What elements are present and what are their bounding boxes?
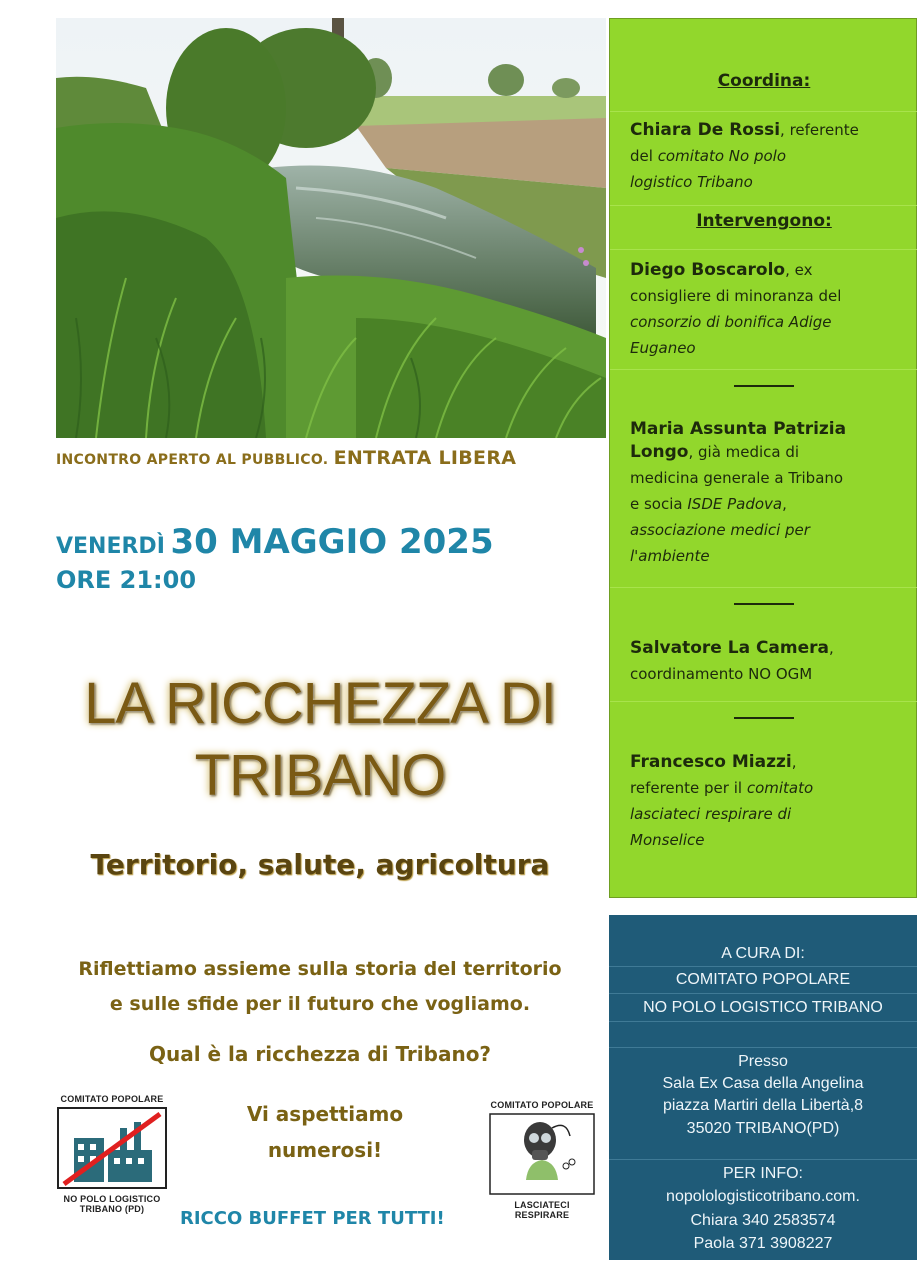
lasciateci-respirare-logo [486,1100,598,1220]
main-title-line2: TRIBANO [194,743,446,808]
main-title [40,668,600,812]
speaker-3: Salvatore La Camera, coordinamento NO OGM [630,638,834,683]
event-time: ORE 21:00 [56,566,197,594]
venue-line1: Sala Ex Casa della Angelina [662,1075,864,1092]
speaker-1-name: Diego Boscarolo [630,260,786,280]
free-entry: ENTRATA LIBERA [333,447,517,469]
info-contact-chiara: Chiara 340 2583574 [690,1212,836,1229]
speakers-heading: Intervengono: [696,211,832,231]
lasciateci-logo-top: COMITATO POPOLARE [490,1100,594,1110]
subtitle: Territorio, salute, agricoltura [90,848,550,881]
coordinator-name: Chiara De Rossi [630,120,781,140]
event-date-value: 30 MAGGIO 2025 [170,522,494,562]
main-title-line1: LA RICCHEZZA DI [84,671,556,736]
separator [734,385,794,387]
reflection-line2: e sulle sfide per il futuro che vogliamo. [109,993,531,1015]
open-event-prefix: INCONTRO APERTO AL PUBBLICO. [56,452,329,468]
speaker-2-name-a: Maria Assunta Patrizia [630,419,847,439]
venue-line2: piazza Martiri della Libertà,8 [662,1097,864,1114]
event-day: VENERDÌ [56,534,165,559]
organizer-panel [609,915,917,1260]
speaker-4-name: Francesco Miazzi [630,752,792,772]
speaker-3-name: Salvatore La Camera [630,638,830,658]
question-text: Qual è la ricchezza di Tribano? [148,1042,492,1066]
coordinator-block: Chiara De Rossi, referente del comitato No polo logistico Tribano [630,120,859,191]
landscape-photo [56,18,606,438]
separator [734,603,794,605]
lasciateci-logo-bottom: LASCIATECI RESPIRARE [514,1200,570,1220]
info-contact-paola: Paola 371 3908227 [693,1235,833,1252]
organizer-line2: NO POLO LOGISTICO TRIBANO [643,999,883,1016]
invite-line2: numerosi! [267,1138,383,1162]
buffet-note: RICCO BUFFET PER TUTTI! [180,1208,445,1229]
venue-line3: 35020 TRIBANO(PD) [686,1120,840,1137]
open-event-notice [56,447,616,469]
separator [734,717,794,719]
no-polo-logo-bottom2: TRIBANO (PD) [79,1204,145,1214]
no-polo-logo-top: COMITATO POPOLARE [60,1094,164,1104]
reflection-line1: Riflettiamo assieme sulla storia del territorio [78,958,562,980]
invite-line1: Vi aspettiamo [246,1102,404,1126]
gas-mask-icon [486,1110,598,1196]
factory-crossed-icon [54,1104,170,1190]
speaker-1: Diego Boscarolo, ex consigliere di minoranza del consorzio di bonifica Adige Euganeo [630,260,842,357]
info-website: nopolologisticotribano.com. [666,1188,860,1205]
no-polo-logo [54,1094,170,1214]
speaker-4: Francesco Miazzi, referente per il comitato lasciateci respirare di Monselice [630,752,814,849]
reflection-text [30,952,610,1022]
coordinator-heading: Coordina: [717,71,811,91]
organizer-line1: COMITATO POPOLARE [675,971,851,988]
speakers-panel [609,18,917,898]
venue-label: Presso [738,1053,788,1070]
invite-text [200,1096,450,1168]
speaker-2: Maria Assunta Patrizia Longo, già medica di medicina generale a Tribano e socia ISDE Padova, associazione medici per l'ambiente [630,419,912,569]
event-date [56,522,494,562]
no-polo-logo-bottom1: NO POLO LOGISTICO [63,1194,161,1204]
speaker-2-name-b: Longo [630,442,689,462]
info-label: PER INFO: [722,1165,803,1182]
organizer-label: A CURA DI: [721,945,805,962]
